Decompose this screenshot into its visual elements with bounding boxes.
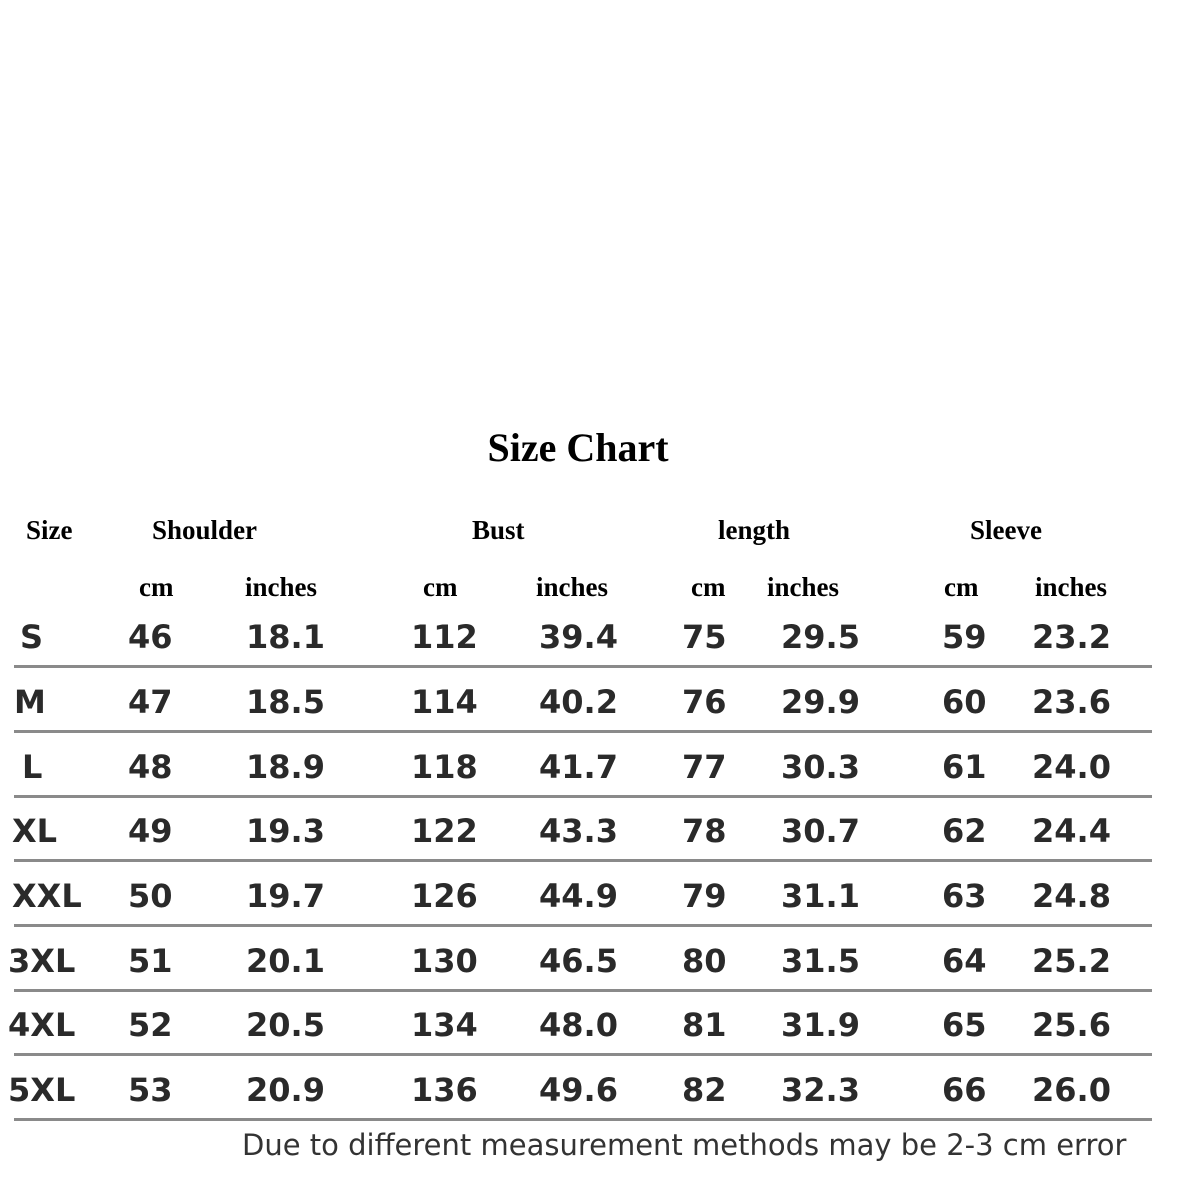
sleeve-cm-cell: 64 — [942, 942, 987, 980]
row-divider — [14, 1053, 1152, 1056]
measurement-note: Due to different measurement methods may be 2-3 cm error — [242, 1128, 1127, 1162]
sleeve-cm-cell: 60 — [942, 683, 987, 721]
length-inches-cell: 31.9 — [781, 1006, 860, 1044]
unit-length-cm: cm — [691, 572, 726, 602]
length-cm-cell: 82 — [682, 1071, 727, 1109]
length-cm-cell: 81 — [682, 1006, 727, 1044]
bust-cm-cell: 130 — [411, 942, 478, 980]
sleeve-cm-cell: 63 — [942, 877, 987, 915]
size-cell: XL — [12, 812, 58, 850]
table-row — [0, 1068, 1152, 1132]
shoulder-cm-cell: 50 — [128, 877, 173, 915]
header-shoulder: Shoulder — [152, 515, 258, 545]
bust-inches-cell: 46.5 — [539, 942, 618, 980]
table-row — [0, 680, 1152, 744]
length-inches-cell: 32.3 — [781, 1071, 860, 1109]
shoulder-cm-cell: 51 — [128, 942, 173, 980]
table-row — [0, 745, 1152, 809]
size-cell: XXL — [12, 877, 82, 915]
bust-cm-cell: 134 — [411, 1006, 478, 1044]
sleeve-inches-cell: 25.6 — [1032, 1006, 1111, 1044]
shoulder-inches-cell: 20.5 — [246, 1006, 325, 1044]
shoulder-cm-cell: 47 — [128, 683, 173, 721]
table-row — [0, 939, 1152, 1003]
sleeve-inches-cell: 24.4 — [1032, 812, 1111, 850]
bust-cm-cell: 122 — [411, 812, 478, 850]
bust-cm-cell: 126 — [411, 877, 478, 915]
sleeve-cm-cell: 65 — [942, 1006, 987, 1044]
bust-cm-cell: 112 — [411, 618, 478, 656]
shoulder-inches-cell: 18.9 — [246, 748, 325, 786]
table-row — [0, 1003, 1152, 1067]
sleeve-inches-cell: 24.8 — [1032, 877, 1111, 915]
length-inches-cell: 30.3 — [781, 748, 860, 786]
bust-inches-cell: 44.9 — [539, 877, 618, 915]
shoulder-cm-cell: 46 — [128, 618, 173, 656]
length-inches-cell: 30.7 — [781, 812, 860, 850]
sleeve-inches-cell: 23.6 — [1032, 683, 1111, 721]
bust-inches-cell: 43.3 — [539, 812, 618, 850]
size-cell: 5XL — [8, 1071, 76, 1109]
length-cm-cell: 76 — [682, 683, 727, 721]
row-divider — [14, 795, 1152, 798]
size-cell: 3XL — [8, 942, 76, 980]
shoulder-inches-cell: 19.3 — [246, 812, 325, 850]
bust-cm-cell: 118 — [411, 748, 478, 786]
size-cell: S — [20, 618, 44, 656]
header-sleeve: Sleeve — [970, 515, 1042, 545]
header-length: length — [718, 515, 791, 545]
unit-length-inches: inches — [767, 572, 840, 602]
bust-cm-cell: 114 — [411, 683, 478, 721]
row-divider — [14, 859, 1152, 862]
unit-bust-inches: inches — [536, 572, 609, 602]
sleeve-inches-cell: 25.2 — [1032, 942, 1111, 980]
bust-inches-cell: 40.2 — [539, 683, 618, 721]
bust-inches-cell: 49.6 — [539, 1071, 618, 1109]
size-cell: M — [14, 683, 46, 721]
sleeve-inches-cell: 23.2 — [1032, 618, 1111, 656]
bust-inches-cell: 41.7 — [539, 748, 618, 786]
length-cm-cell: 75 — [682, 618, 727, 656]
shoulder-cm-cell: 48 — [128, 748, 173, 786]
table-row — [0, 615, 1152, 679]
unit-sleeve-cm: cm — [944, 572, 979, 602]
size-chart-title: Size Chart — [487, 425, 669, 470]
row-divider — [14, 730, 1152, 733]
size-cell: L — [22, 748, 43, 786]
length-cm-cell: 78 — [682, 812, 727, 850]
shoulder-cm-cell: 53 — [128, 1071, 173, 1109]
bust-cm-cell: 136 — [411, 1071, 478, 1109]
sleeve-cm-cell: 62 — [942, 812, 987, 850]
unit-shoulder-inches: inches — [245, 572, 318, 602]
size-cell: 4XL — [8, 1006, 76, 1044]
row-divider — [14, 924, 1152, 927]
shoulder-inches-cell: 20.1 — [246, 942, 325, 980]
sleeve-inches-cell: 26.0 — [1032, 1071, 1111, 1109]
unit-bust-cm: cm — [423, 572, 458, 602]
unit-sleeve-inches: inches — [1035, 572, 1108, 602]
sleeve-cm-cell: 61 — [942, 748, 987, 786]
length-cm-cell: 80 — [682, 942, 727, 980]
sleeve-inches-cell: 24.0 — [1032, 748, 1111, 786]
shoulder-inches-cell: 20.9 — [246, 1071, 325, 1109]
header-bust: Bust — [472, 515, 525, 545]
table-row — [0, 809, 1152, 873]
row-divider — [14, 665, 1152, 668]
bust-inches-cell: 39.4 — [539, 618, 618, 656]
shoulder-cm-cell: 52 — [128, 1006, 173, 1044]
length-inches-cell: 29.9 — [781, 683, 860, 721]
sleeve-cm-cell: 59 — [942, 618, 987, 656]
length-inches-cell: 31.5 — [781, 942, 860, 980]
shoulder-inches-cell: 18.5 — [246, 683, 325, 721]
header-size: Size — [26, 515, 73, 545]
bust-inches-cell: 48.0 — [539, 1006, 618, 1044]
length-inches-cell: 29.5 — [781, 618, 860, 656]
row-divider — [14, 989, 1152, 992]
length-inches-cell: 31.1 — [781, 877, 860, 915]
shoulder-inches-cell: 19.7 — [246, 877, 325, 915]
length-cm-cell: 79 — [682, 877, 727, 915]
shoulder-cm-cell: 49 — [128, 812, 173, 850]
sleeve-cm-cell: 66 — [942, 1071, 987, 1109]
shoulder-inches-cell: 18.1 — [246, 618, 325, 656]
table-row — [0, 874, 1152, 938]
length-cm-cell: 77 — [682, 748, 727, 786]
row-divider — [14, 1118, 1152, 1121]
unit-shoulder-cm: cm — [139, 572, 174, 602]
